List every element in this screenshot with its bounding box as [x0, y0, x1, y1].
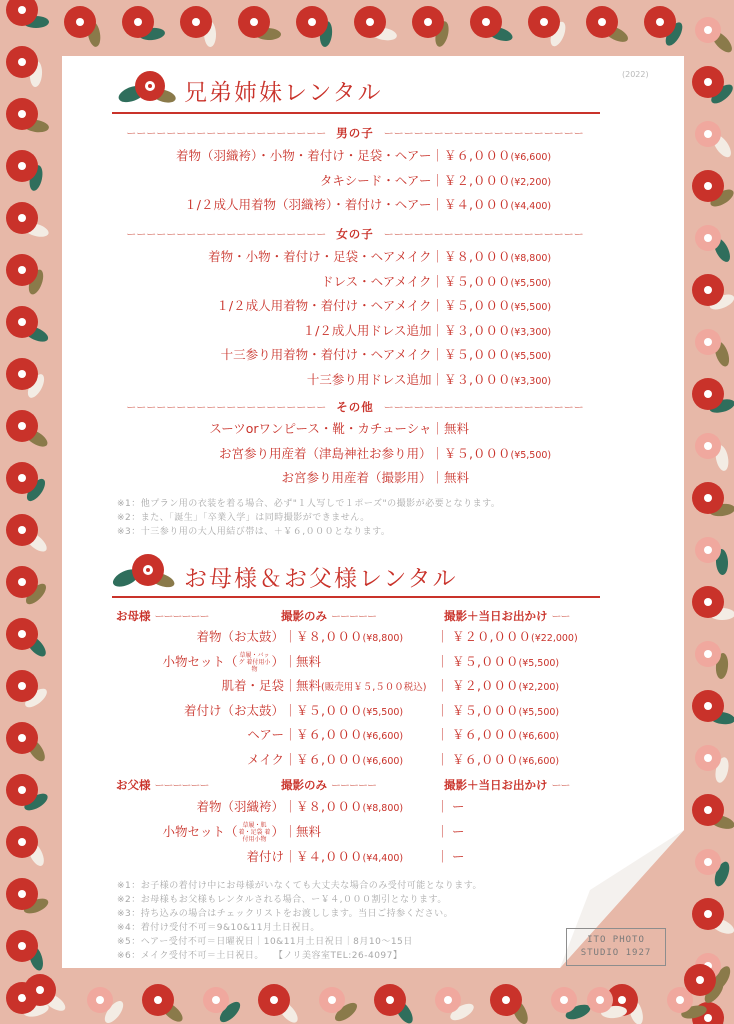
price-shoot-only: [296, 627, 403, 645]
price-tax: (¥6,600): [518, 731, 560, 742]
price-tax: (販売用￥５,５００税込): [321, 682, 427, 693]
price-amount: ￥４,０００: [444, 197, 511, 212]
flower-center-icon: [386, 996, 394, 1004]
boys-header: ーーーーーーーーーーーーーーーーーーーー 男の子 ーーーーーーーーーーーーーーーーーーーー: [126, 126, 584, 140]
price-amount: ￥３,０００: [444, 371, 511, 387]
price-value: [444, 444, 551, 462]
note-m2: ※2：お母様もお父様もレンタルされる場合、ー￥４,０００割引となります。: [117, 895, 447, 905]
price-value: [444, 468, 469, 486]
rental-item-sub: 草履・バッグ 着付用小物: [238, 651, 271, 673]
flower-center-icon: [444, 996, 452, 1004]
flower-center-icon: [192, 18, 200, 26]
column-divider: ｜: [284, 751, 297, 767]
price-amount: ￥５,０００: [452, 702, 519, 718]
price-shoot-outing: [452, 797, 465, 815]
price-amount: ￥６,０００: [296, 751, 363, 767]
rental-item-label: [246, 847, 284, 865]
price-tax: (¥22,000): [530, 633, 578, 644]
price-shoot-only: [296, 725, 403, 743]
price-shoot-only: [296, 822, 321, 840]
price-tax: (¥5,500): [518, 706, 560, 718]
price-label: １/２成人用着物（羽織袴）・着付け・ヘアー｜: [184, 197, 444, 212]
rental-item-name: 小物セット（: [162, 824, 238, 839]
price-value: [444, 419, 469, 437]
price-amount: ー: [452, 849, 465, 864]
column-divider: ｜: [284, 629, 297, 644]
price-tax: (¥8,800): [362, 803, 404, 814]
flower-center-icon: [424, 18, 432, 26]
column-divider: ｜: [284, 702, 297, 718]
price-tax: (¥5,500): [362, 706, 404, 718]
flower-center-icon: [704, 1014, 712, 1022]
flower-center-icon: [704, 702, 712, 710]
section2-underline: [112, 596, 600, 598]
camellia-icon: [112, 550, 178, 594]
flower-center-icon: [18, 526, 26, 534]
rental-item-name: メイク: [246, 751, 284, 767]
price-tax: (¥6,600): [362, 755, 404, 767]
price-label: 十三参り用ドレス追加｜: [306, 371, 444, 387]
price-amount: 無料: [444, 421, 470, 436]
flower-center-icon: [704, 390, 712, 398]
price-shoot-only: [296, 652, 321, 670]
note-1: ※1：他プラン用の衣装を着る場合、必ず"１人写しで１ポーズ"の撮影が必要となります。: [117, 499, 501, 509]
rental-item-label: [247, 750, 284, 768]
column-divider: ｜: [436, 824, 449, 839]
rental-item-name: 着付け: [246, 849, 284, 864]
price-tax: (¥2,200): [518, 682, 560, 693]
studio-year: STUDIO 1927: [580, 948, 652, 958]
flower-center-icon: [596, 996, 604, 1004]
flower-center-icon: [18, 890, 26, 898]
flower-center-icon: [18, 110, 26, 118]
price-amount: ￥８,０００: [444, 249, 511, 264]
price-amount: ￥２,０００: [444, 172, 511, 188]
note-m6: ※6：メイク受付不可＝土日祝日。 【ノリ美容室TEL:26-4097】: [117, 951, 403, 961]
price-shoot-outing: [452, 652, 559, 670]
note-3: ※3：十三参り用の大人用結び帯は、＋￥６,０００となります。: [117, 527, 391, 537]
flower-center-icon: [696, 976, 704, 984]
section1-underline: [112, 112, 600, 114]
price-amount: 無料: [296, 678, 322, 693]
flower-center-icon: [18, 630, 26, 638]
price-shoot-outing: [452, 750, 559, 768]
column-divider: ｜: [436, 751, 449, 767]
flower-center-icon: [366, 18, 374, 26]
price-amount: ￥３,０００: [444, 322, 511, 338]
rental-item-name: 小物セット（: [162, 653, 238, 669]
price-tax: (¥5,500): [518, 657, 560, 669]
price-shoot-outing: [452, 676, 559, 694]
rental-item-label: [196, 797, 284, 815]
rental-item-label: [184, 701, 284, 719]
price-amount: ￥２,０００: [452, 678, 519, 693]
flower-center-icon: [598, 18, 606, 26]
price-amount: ￥５,０００: [444, 445, 511, 461]
price-amount: 無料: [296, 653, 322, 669]
mother-col2: 撮影＋当日お出かけ ーー: [444, 609, 570, 623]
flower-center-icon: [18, 422, 26, 430]
flower-center-icon: [18, 6, 26, 14]
column-divider: ｜: [436, 799, 449, 814]
price-tax: (¥5,500): [510, 277, 552, 289]
rental-item-label: [221, 676, 284, 694]
other-header: ーーーーーーーーーーーーーーーーーーーー その他 ーーーーーーーーーーーーーーーーーーーー: [126, 400, 584, 414]
flower-center-icon: [250, 18, 258, 26]
column-divider: ｜: [284, 653, 297, 669]
rental-item-label: 小物セット（ 草履・バッグ 着付用小物）: [162, 651, 284, 673]
price-amount: ￥５,０００: [444, 347, 511, 362]
price-label: １/２成人用着物・着付け・ヘアメイク｜: [216, 298, 444, 313]
section1-title: 兄弟姉妹レンタル: [184, 80, 383, 106]
flower-center-icon: [134, 18, 142, 26]
price-shoot-outing: [452, 822, 465, 840]
flower-center-icon: [96, 996, 104, 1004]
price-amount: ー: [452, 799, 465, 814]
price-amount: 無料: [444, 470, 470, 485]
flower-center-icon: [676, 996, 684, 1004]
column-divider: ｜: [436, 727, 449, 742]
price-value: [444, 272, 551, 290]
year-label: (2022): [622, 70, 649, 79]
price-label: 十三参り用着物・着付け・ヘアメイク｜: [220, 347, 444, 362]
flower-center-icon: [704, 78, 712, 86]
price-shoot-only: [296, 847, 403, 865]
rental-item-name: ヘアー: [247, 727, 284, 742]
flower-center-icon: [704, 598, 712, 606]
flower-center-icon: [502, 996, 510, 1004]
price-amount: ￥５,０００: [296, 702, 363, 718]
price-tax: (¥5,500): [510, 449, 552, 461]
note-m1: ※1：お子様の着付け中にお母様がいなくても大丈夫な場合のみ受付可能となります。: [117, 881, 483, 891]
flower-center-icon: [704, 182, 712, 190]
rental-item-name: 肌着・足袋: [221, 678, 284, 693]
flower-center-icon: [212, 996, 220, 1004]
price-value: [444, 171, 551, 189]
price-amount: ￥６,０００: [296, 727, 363, 742]
father-header: お父様 ーーーーーー: [116, 778, 209, 792]
price-tax: (¥3,300): [510, 326, 552, 338]
flower-center-icon: [704, 858, 712, 866]
flower-center-icon: [704, 234, 712, 242]
price-value: [444, 345, 551, 363]
flower-center-icon: [18, 942, 26, 950]
section2-title: お母様＆お父様レンタル: [184, 566, 458, 592]
price-label: 着物（羽織袴）・小物・着付け・足袋・ヘアー｜: [175, 148, 444, 163]
price-amount: ￥８,０００: [296, 799, 363, 814]
flower-center-icon: [18, 786, 26, 794]
price-amount: ￥２０,０００: [452, 629, 531, 644]
price-amount: ￥６,０００: [444, 148, 511, 163]
price-amount: ￥５,０００: [444, 298, 511, 313]
price-label: 着物・小物・着付け・足袋・ヘアメイク｜: [208, 249, 444, 264]
flower-center-icon: [18, 58, 26, 66]
girls-header: ーーーーーーーーーーーーーーーーーーーー 女の子 ーーーーーーーーーーーーーーーーーーーー: [126, 227, 584, 241]
rental-item-name: 着付け（お太鼓）: [183, 702, 284, 718]
column-divider: ｜: [436, 629, 449, 644]
price-shoot-only: [296, 750, 403, 768]
flower-center-icon: [18, 266, 26, 274]
price-value: [444, 321, 551, 339]
price-shoot-only: [296, 676, 426, 694]
flower-center-icon: [18, 162, 26, 170]
father-col1: 撮影のみ ーーーーー: [281, 778, 377, 792]
rental-item-label: 小物セット（ 草履・肌着・足袋 着付用小物）: [162, 822, 284, 843]
flower-center-icon: [308, 18, 316, 26]
rental-item-sub: 草履・肌着・足袋 着付用小物: [238, 822, 271, 843]
note-2: ※2：また、「誕生」「卒業入学」は同時撮影ができません。: [117, 513, 370, 523]
price-value: [444, 370, 551, 388]
price-value: [444, 247, 551, 265]
studio-stamp: [566, 928, 666, 966]
flower-center-icon: [560, 996, 568, 1004]
column-divider: ｜: [436, 849, 449, 864]
flower-center-icon: [704, 442, 712, 450]
flower-center-icon: [154, 996, 162, 1004]
column-divider: ｜: [284, 824, 297, 839]
flower-center-icon: [36, 986, 44, 994]
price-value: [444, 195, 551, 213]
flower-center-icon: [704, 286, 712, 294]
price-label: １/２成人用ドレス追加｜: [302, 322, 444, 338]
price-amount: ￥６,０００: [452, 727, 519, 742]
flower-center-icon: [704, 650, 712, 658]
studio-name: ITO PHOTO: [587, 935, 645, 945]
rental-item-label: [247, 725, 284, 743]
flower-center-icon: [18, 682, 26, 690]
price-label: ドレス・ヘアメイク｜: [320, 273, 444, 289]
price-tax: (¥8,800): [362, 633, 404, 644]
flower-center-icon: [328, 996, 336, 1004]
price-amount: 無料: [296, 824, 322, 839]
price-shoot-outing: [452, 725, 559, 743]
flower-center-icon: [18, 370, 26, 378]
price-label: お宮参り用産着（撮影用）｜: [281, 470, 444, 485]
camellia-icon: [118, 64, 178, 108]
price-tax: (¥3,300): [510, 375, 552, 387]
price-value: [444, 146, 551, 164]
flower-center-icon: [18, 474, 26, 482]
column-divider: ｜: [436, 653, 449, 669]
flower-center-icon: [76, 18, 84, 26]
note-m5: ※5：ヘアー受付不可＝日曜祝日｜10&11月土日祝日｜8月10～15日: [117, 937, 413, 947]
price-shoot-outing: [452, 627, 578, 645]
price-amount: ￥６,０００: [452, 751, 519, 767]
flower-center-icon: [482, 18, 490, 26]
price-amount: ￥５,０００: [452, 653, 519, 669]
flower-center-icon: [704, 546, 712, 554]
flower-center-icon: [704, 494, 712, 502]
price-tax: (¥6,600): [362, 731, 404, 742]
price-shoot-only: [296, 797, 403, 815]
rental-item-name: 着物（羽織袴）: [196, 799, 284, 814]
price-tax: (¥4,400): [362, 853, 404, 864]
price-amount: ￥４,０００: [296, 849, 363, 864]
flower-center-icon: [18, 838, 26, 846]
price-amount: ￥８,０００: [296, 629, 363, 644]
price-tax: (¥8,800): [510, 253, 552, 264]
flower-center-icon: [18, 578, 26, 586]
price-tax: (¥4,400): [510, 201, 552, 212]
price-shoot-outing: [452, 847, 465, 865]
price-tax: (¥5,500): [510, 351, 552, 362]
price-shoot-only: [296, 701, 403, 719]
column-divider: ｜: [284, 727, 297, 742]
column-divider: ｜: [436, 702, 449, 718]
price-value: [444, 296, 551, 314]
note-m4: ※4：着付け受付不可＝9&10&11月土日祝日。: [117, 923, 320, 933]
rental-item-label: [196, 627, 284, 645]
flower-center-icon: [18, 734, 26, 742]
price-tax: (¥6,600): [518, 755, 560, 767]
flower-center-icon: [18, 994, 26, 1002]
price-shoot-outing: [452, 701, 559, 719]
price-label: スーツorワンピース・靴・カチューシャ｜: [209, 421, 444, 436]
column-divider: ｜: [284, 678, 297, 693]
price-tax: (¥2,200): [510, 176, 552, 188]
price-amount: ー: [452, 824, 465, 839]
flower-center-icon: [704, 910, 712, 918]
price-amount: ￥５,０００: [444, 273, 511, 289]
note-m3: ※3：持ち込みの場合はチェックリストをお渡しします。当日ご持参ください。: [117, 909, 454, 919]
flower-center-icon: [704, 26, 712, 34]
price-tax: (¥6,600): [510, 152, 552, 163]
father-col2: 撮影＋当日お出かけ ーー: [444, 778, 570, 792]
flower-center-icon: [270, 996, 278, 1004]
flower-center-icon: [18, 318, 26, 326]
flower-center-icon: [704, 338, 712, 346]
column-divider: ｜: [436, 678, 449, 693]
flower-center-icon: [618, 996, 626, 1004]
column-divider: ｜: [284, 799, 297, 814]
flower-center-icon: [704, 806, 712, 814]
mother-header: お母様 ーーーーーー: [116, 609, 209, 623]
price-tax: (¥5,500): [510, 302, 552, 313]
flower-center-icon: [704, 130, 712, 138]
flower-center-icon: [656, 18, 664, 26]
flower-center-icon: [704, 754, 712, 762]
mother-col1: 撮影のみ ーーーーー: [281, 609, 377, 623]
flower-center-icon: [18, 214, 26, 222]
price-label: タキシード・ヘアー｜: [319, 172, 444, 188]
rental-item-name: 着物（お太鼓）: [196, 629, 284, 644]
column-divider: ｜: [284, 849, 297, 864]
price-label: お宮参り用産着（津島神社お参り用）｜: [218, 445, 444, 461]
flower-center-icon: [540, 18, 548, 26]
